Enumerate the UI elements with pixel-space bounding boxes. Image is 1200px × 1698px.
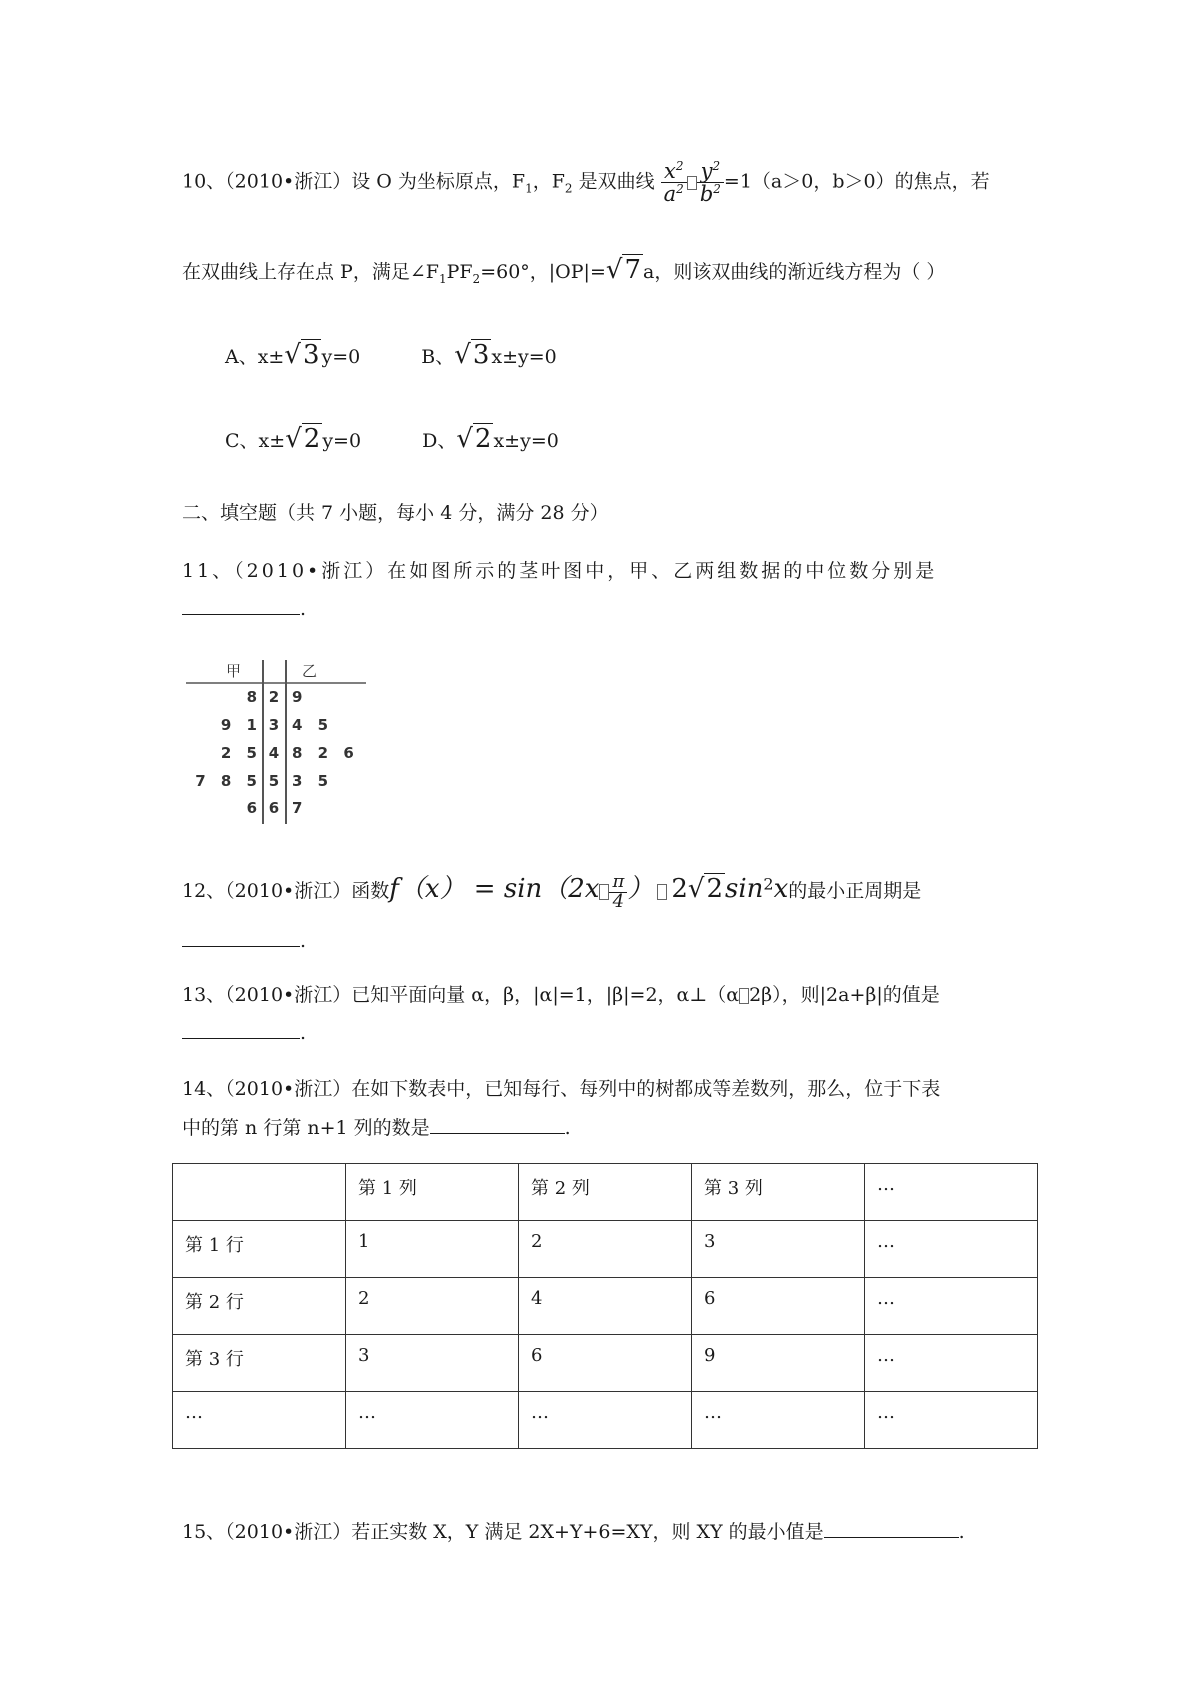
table-cell: … xyxy=(519,1392,692,1449)
table-cell: 3 xyxy=(346,1335,519,1392)
answer-blank xyxy=(182,928,300,947)
frac-denominator: a xyxy=(663,182,677,207)
option-a: A、x±√3 y=0 xyxy=(225,340,361,370)
answer-blank xyxy=(182,1020,300,1039)
stemleaf-stem: 4 xyxy=(268,744,280,762)
missing-glyph-box xyxy=(739,988,749,1004)
stem-leaf-diagram xyxy=(186,656,378,826)
option-b: B、√3 x±y=0 xyxy=(421,340,557,370)
stemleaf-left-leaf: 2 5 xyxy=(220,744,257,762)
q10-line2-d: a，则该双曲线的渐近线方程为（ ） xyxy=(643,261,946,283)
superscript: 2 xyxy=(763,874,774,894)
radicand: 2 xyxy=(303,424,321,454)
section-heading: 二、填空题（共 7 小题，每小 4 分，满分 28 分） xyxy=(182,502,609,524)
table-cell: 1 xyxy=(346,1221,519,1278)
q13-text-a: 13、（2010•浙江）已知平面向量 α，β，|α|=1，|β|=2，α⊥（α xyxy=(182,984,740,1006)
q10-text-a: 10、（2010•浙江）设 O 为坐标原点，F xyxy=(182,170,526,193)
q10-text-d: =1（a＞0，b＞0）的焦点，若 xyxy=(723,170,990,193)
missing-glyph-box xyxy=(599,884,609,900)
table-cell: … xyxy=(865,1221,1038,1278)
table-cell: 第 1 列 xyxy=(346,1164,519,1221)
option-c-pre: C、x± xyxy=(225,430,286,452)
table-cell: 3 xyxy=(692,1221,865,1278)
q12-line1 xyxy=(182,868,921,911)
stemleaf-stem: 5 xyxy=(268,772,280,790)
option-b-post: x±y=0 xyxy=(491,346,557,368)
radicand: 2 xyxy=(706,874,723,904)
q11-answer-line xyxy=(182,596,306,620)
q12-formula-d: x xyxy=(773,874,789,904)
table-cell: … xyxy=(865,1335,1038,1392)
radicand: 7 xyxy=(624,255,641,285)
option-d-pre: D、 xyxy=(422,430,457,452)
sqrt-2: √2 xyxy=(687,874,723,904)
q10-line2-c: =60°，|OP|= xyxy=(480,261,606,283)
q10-line2 xyxy=(182,255,945,286)
fraction-pi-4 xyxy=(609,870,627,912)
stemleaf-left-leaf: 7 8 5 xyxy=(195,772,257,790)
radicand: 3 xyxy=(302,340,320,370)
stemleaf-left-leaf: 6 xyxy=(246,799,257,817)
subscript: 1 xyxy=(525,181,533,196)
frac-numerator: x xyxy=(663,159,676,183)
q11-text: 11、（2010•浙江）在如图所示的茎叶图中，甲、乙两组数据的中位数分别是 xyxy=(182,560,938,582)
option-c: C、x±√2 y=0 xyxy=(225,424,362,454)
option-d: D、√2 x±y=0 xyxy=(422,424,559,454)
option-d-post: x±y=0 xyxy=(493,430,559,452)
q10-line1 xyxy=(182,160,990,205)
table-cell: 第 3 列 xyxy=(692,1164,865,1221)
frac-numerator: y xyxy=(700,159,713,183)
answer-blank xyxy=(824,1519,959,1538)
period: . xyxy=(958,1521,965,1543)
stemleaf-right-leaf: 4 5 xyxy=(292,716,329,734)
q13-text-b: 2β），则|2a+β|的值是 xyxy=(749,984,940,1006)
period: . xyxy=(300,1022,307,1044)
q10-line2-a: 在双曲线上存在点 P，满足∠F xyxy=(182,261,439,283)
subscript: 2 xyxy=(472,271,481,286)
q12-formula-b: ） xyxy=(627,874,654,904)
table-cell: 6 xyxy=(519,1335,692,1392)
q15-text: 15、（2010•浙江）若正实数 X，Y 满足 2X+Y+6=XY，则 XY 的最小值是 xyxy=(182,1521,824,1543)
table-row xyxy=(173,1392,1038,1449)
table-cell: 2 xyxy=(519,1221,692,1278)
stemleaf-stem: 6 xyxy=(268,799,280,817)
q14-line2 xyxy=(182,1113,571,1140)
table-cell: … xyxy=(692,1392,865,1449)
option-c-post: y=0 xyxy=(322,430,362,452)
q13-answer-line xyxy=(182,1020,306,1044)
q10-line2-b: PF xyxy=(446,261,473,283)
period: . xyxy=(300,598,307,620)
q10-text-c: 是双曲线 xyxy=(572,170,655,193)
q12-answer-line xyxy=(182,928,306,952)
q10-options-cd xyxy=(225,424,559,454)
table-cell: … xyxy=(865,1164,1038,1221)
table-cell: 6 xyxy=(692,1278,865,1335)
q12-coef: 2 xyxy=(671,874,688,904)
table-row xyxy=(173,1278,1038,1335)
stemleaf-right-leaf: 9 xyxy=(292,688,303,706)
q12-post: 的最小正周期是 xyxy=(788,880,922,902)
stemleaf-right-leaf: 7 xyxy=(292,799,303,817)
stemleaf-right-leaf: 8 2 6 xyxy=(292,744,354,762)
q10-options-ab xyxy=(225,340,557,370)
table-cell: … xyxy=(865,1392,1038,1449)
q12-pre: 12、（2010•浙江）函数 xyxy=(182,880,390,902)
table-row xyxy=(173,1335,1038,1392)
table-cell: 9 xyxy=(692,1335,865,1392)
option-b-pre: B、 xyxy=(421,346,455,368)
stemleaf-left-leaf: 8 xyxy=(246,688,257,706)
period: . xyxy=(300,930,307,952)
stemleaf-left-head: 甲 xyxy=(226,662,242,680)
q12-formula-a: f（x） = sin（2x xyxy=(389,874,600,904)
table-cell: … xyxy=(865,1278,1038,1335)
subscript: 1 xyxy=(438,271,447,286)
answer-blank xyxy=(182,596,300,615)
stemleaf-right-leaf: 3 5 xyxy=(292,772,329,790)
stemleaf-left-leaf: 9 1 xyxy=(220,716,257,734)
fraction-y2-b2: $\frac{y^2}{b^2}$ xyxy=(697,160,724,205)
frac-denominator: b xyxy=(699,182,714,207)
q10-text-b: ，F xyxy=(532,170,565,193)
table-cell: 2 xyxy=(346,1278,519,1335)
answer-blank xyxy=(430,1115,565,1134)
table-cell: … xyxy=(346,1392,519,1449)
radicand: 3 xyxy=(472,340,490,370)
table-cell: … xyxy=(173,1392,346,1449)
q13-line1 xyxy=(182,980,940,1007)
q12-formula-c: sin xyxy=(725,874,764,904)
fraction-x2-a2: $\frac{x^2}{a^2}$ xyxy=(661,160,687,205)
number-table xyxy=(172,1163,1038,1449)
missing-glyph-box xyxy=(687,176,697,190)
stemleaf-stem: 3 xyxy=(268,716,280,734)
q14-line1: 14、（2010•浙江）在如下数表中，已知每行、每列中的树都成等差数列，那么，位于下表 xyxy=(182,1078,941,1100)
table-row xyxy=(173,1164,1038,1221)
missing-glyph-box xyxy=(657,884,667,900)
stemleaf-right-head: 乙 xyxy=(302,662,318,680)
option-a-post: y=0 xyxy=(321,346,361,368)
table-cell: 4 xyxy=(519,1278,692,1335)
option-a-pre: A、x± xyxy=(225,346,285,368)
q14-line2-text: 中的第 n 行第 n+1 列的数是 xyxy=(182,1117,430,1139)
table-cell: 第 1 行 xyxy=(173,1221,346,1278)
table-cell: 第 2 列 xyxy=(519,1164,692,1221)
table-cell: 第 3 行 xyxy=(173,1335,346,1392)
subscript: 2 xyxy=(564,181,573,196)
table-cell: 第 2 行 xyxy=(173,1278,346,1335)
radicand: 2 xyxy=(474,424,492,454)
stemleaf-stem: 2 xyxy=(268,688,280,706)
frac-denominator: 4 xyxy=(612,890,625,912)
sqrt-7: √7 xyxy=(605,255,641,285)
period: . xyxy=(564,1117,571,1139)
frac-numerator: π xyxy=(609,873,627,893)
q15-line xyxy=(182,1517,965,1544)
table-cell xyxy=(173,1164,346,1221)
table-row xyxy=(173,1221,1038,1278)
